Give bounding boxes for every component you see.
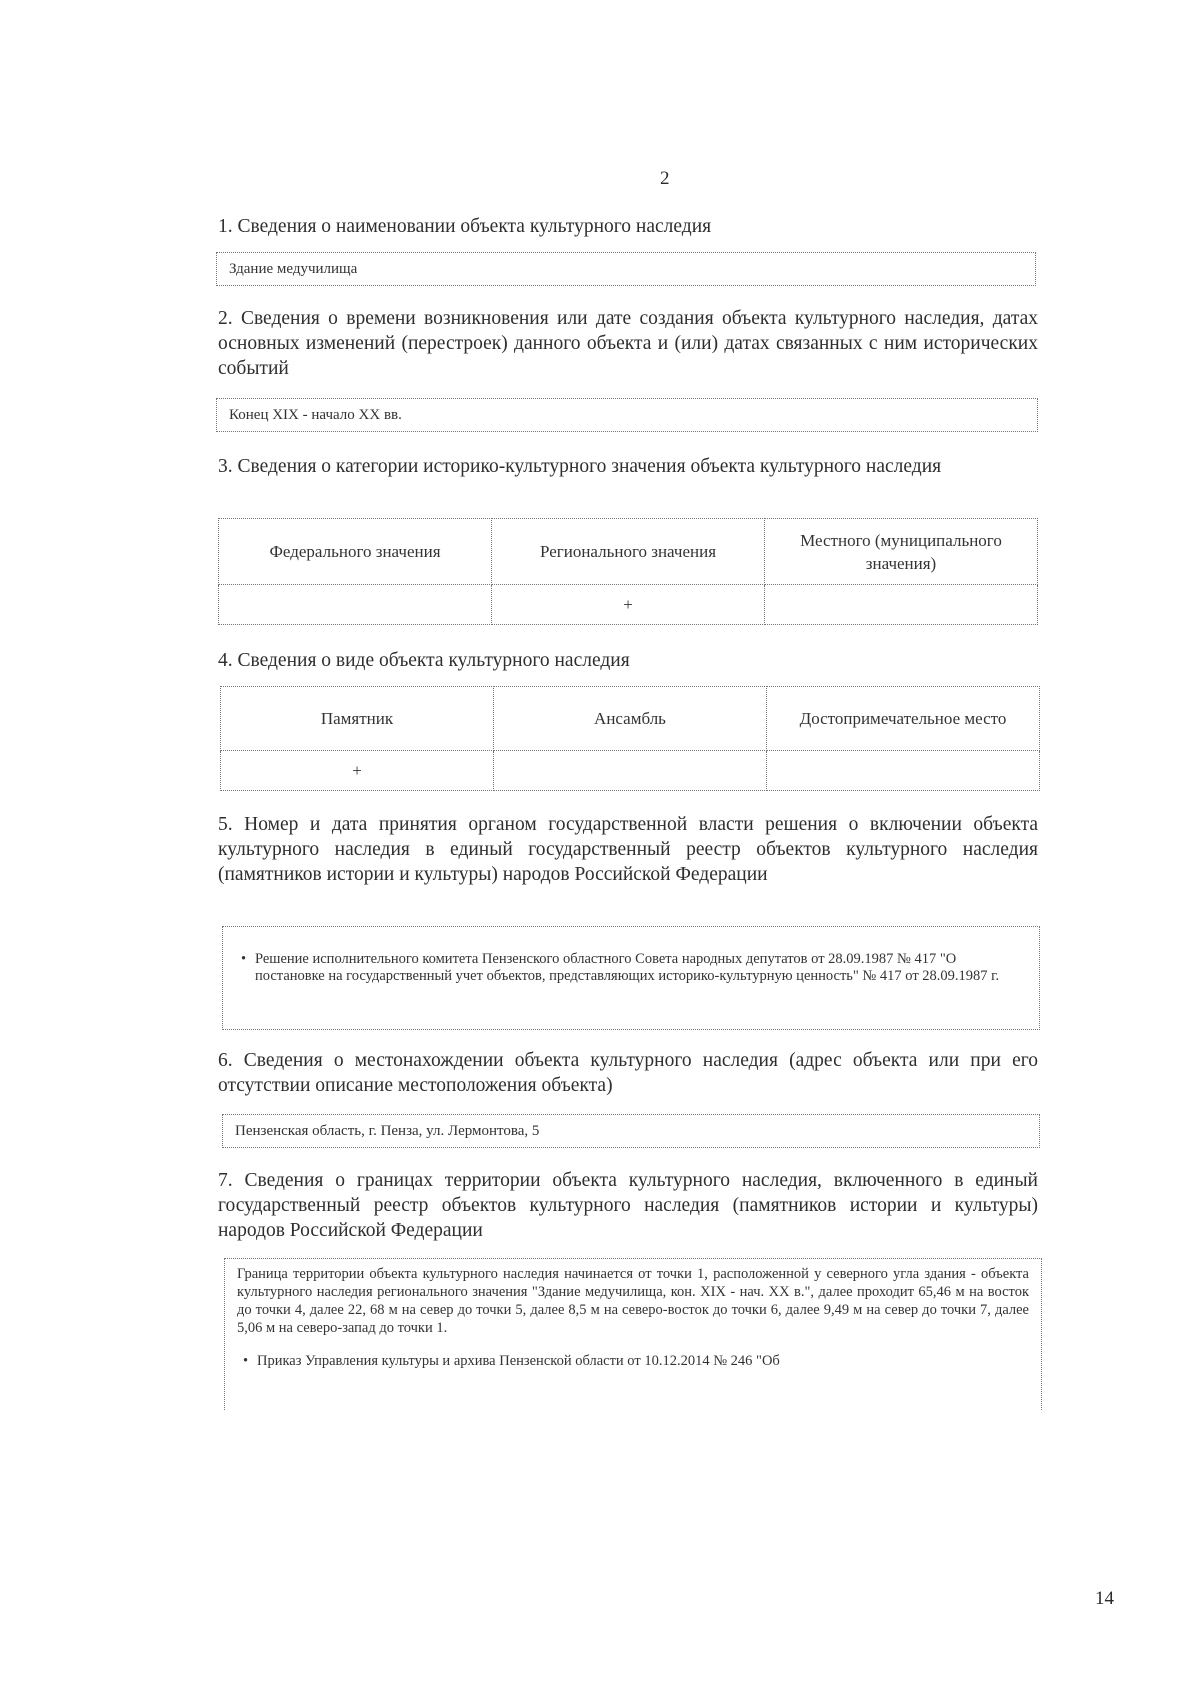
list-item: • Решение исполнительного комитета Пензенского областного Совета народных депутатов от 28.09.1987 № 417 "О постановке на государственный учет объектов, представляющих историко-культурную ценность" № 417 от 28.09.1987 г. xyxy=(241,951,1000,984)
section-6-heading: 6. Сведения о местонахождении объекта культурного наследия (адрес объекта или при его отсутствии описание местоположения объекта) xyxy=(218,1050,1038,1096)
section-4-heading: 4. Сведения о виде объекта культурного наследия xyxy=(218,650,630,671)
section-7-text: Граница территории объекта культурного наследия начинается от точки 1, расположенной у северного угла здания - объекта культурного наследия регионального значения "Здание медучилища, кон. XIX - нач. XX в.", далее проходит 65,46 м на восток до точки 4, далее 22, 68 м на север до точки 5, далее 8,5 м на северо-восток до точки 6, далее 9,49 м на север до точки 7, далее 5,06 м на северо-запад до точки 1. xyxy=(237,1266,1029,1336)
section-2-value: Конец XIX - начало XX вв. xyxy=(229,407,402,423)
category-header-local: Местного (муниципального значения) xyxy=(765,519,1038,585)
list-item: • Приказ Управления культуры и архива Пензенской области от 10.12.2014 № 246 "Об xyxy=(243,1353,780,1369)
page-number-top: 2 xyxy=(660,168,670,189)
section-5-list xyxy=(223,951,1039,985)
section-7-heading: 7. Сведения о границах территории объекта культурного наследия, включенного в единый государственный реестр объектов культурного наследия (памятников истории и культуры) народов Российской Федерации xyxy=(218,1170,1038,1241)
type-header-monument: Памятник xyxy=(221,687,494,751)
page-number-bottom: 14 xyxy=(1095,1588,1114,1609)
section-5-heading: 5. Номер и дата принятия органом государственной власти решения о включении объекта культурного наследия в единый государственный реестр объектов культурного наследия (памятников истории и культуры) народов Российской Федерации xyxy=(218,814,1038,885)
type-mark-landmark xyxy=(767,751,1040,791)
section-1-box xyxy=(216,252,1036,286)
type-mark-ensemble xyxy=(494,751,767,791)
category-header-regional: Регионального значения xyxy=(492,519,765,585)
section-6-box xyxy=(222,1114,1040,1148)
category-mark-regional: + xyxy=(492,585,765,625)
section-7-list xyxy=(225,1353,1041,1370)
category-table xyxy=(218,518,1038,625)
section-2-box xyxy=(216,398,1038,432)
section-2-heading: 2. Сведения о времени возникновения или дате создания объекта культурного наследия, датах основных изменений (перестроек) данного объекта и (или) датах связанных с ним исторических событий xyxy=(218,308,1038,379)
section-1-value: Здание медучилища xyxy=(229,261,358,277)
category-mark-federal xyxy=(219,585,492,625)
type-table xyxy=(220,686,1040,791)
type-mark-monument: + xyxy=(221,751,494,791)
category-header-federal: Федерального значения xyxy=(219,519,492,585)
section-6-value: Пензенская область, г. Пенза, ул. Лермонтова, 5 xyxy=(235,1123,540,1139)
section-5-box xyxy=(222,926,1040,1030)
type-header-ensemble: Ансамбль xyxy=(494,687,767,751)
section-1-heading: 1. Сведения о наименовании объекта культурного наследия xyxy=(218,216,712,237)
section-7-box xyxy=(224,1258,1042,1410)
section-3-heading: 3. Сведения о категории историко-культурного значения объекта культурного наследия xyxy=(218,456,942,477)
category-mark-local xyxy=(765,585,1038,625)
type-header-landmark: Достопримечательное место xyxy=(767,687,1040,751)
